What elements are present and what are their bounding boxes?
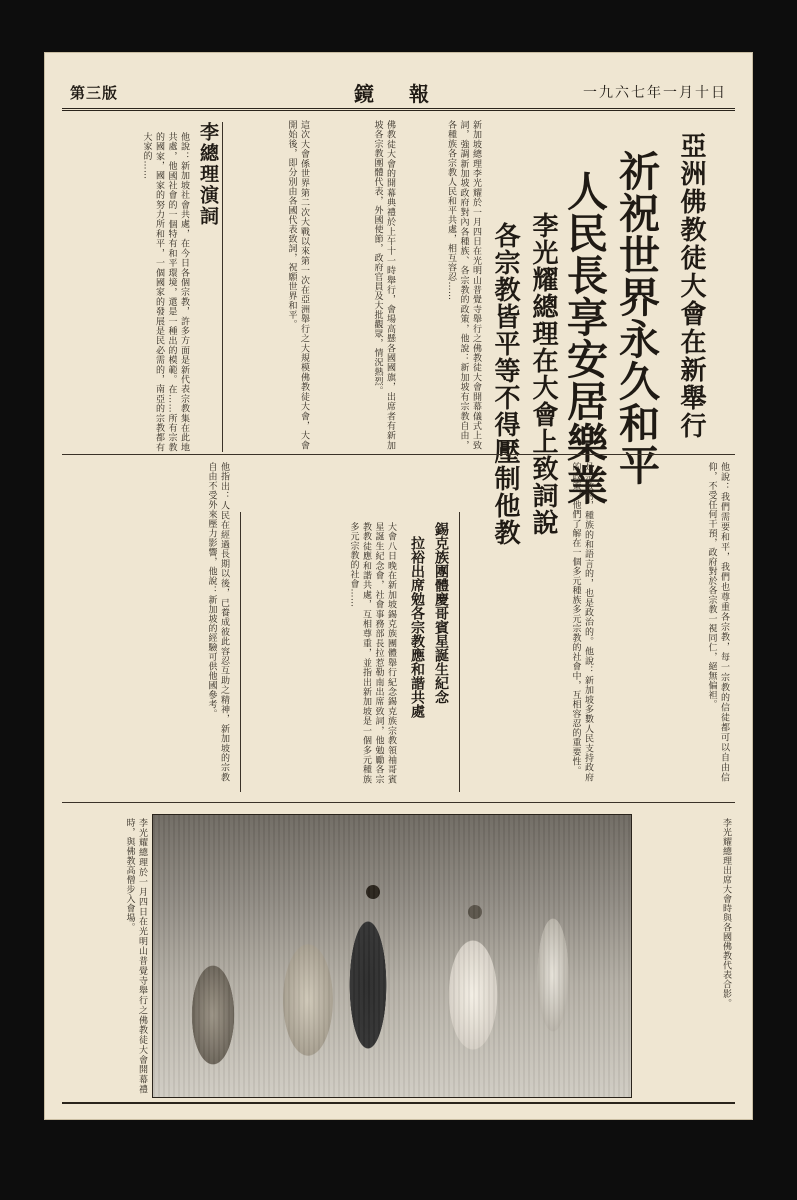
second-story-text: 大會八日晚在新加坡錫克族團體舉行紀念錫克族宗教領袖哥賓星誕生紀念會，社會事務部長拉惹勒南出席致詞，他勉勵各宗教教徒應和諧共處，互相尊重，並指出新加坡是一個多元種族多元宗教的社會…… [348, 522, 396, 784]
masthead [62, 78, 735, 111]
photo-caption-left: 李光耀總理於一月四日在光明山普覺寺舉行之佛教徒大會開幕禮時，與佛教高僧步入會場。 [124, 818, 147, 1094]
article-column-4: 他指出：人民在經過長期以後，已養成彼此容忍互助之精神，新加坡的宗教自由不受外來壓力影響，他說：新加坡的經驗可供他國參考。 [206, 462, 229, 782]
figure-head-icon [468, 905, 482, 919]
newspaper-title: 鏡 報 [354, 82, 443, 106]
newspaper-page [44, 52, 753, 1120]
sidebar-title: 李總理演詞 [197, 122, 219, 227]
article-column-2: 佛教徒大會的開幕典禮於上午十一時舉行，會場高懸各國國旗，出席者有新加坡各宗教團體代表，外國使節，政府官員及大批觀眾，情況熱烈。 [372, 120, 395, 450]
page-number: 第三版 [70, 84, 119, 102]
second-story-box [240, 512, 460, 792]
second-story-title-2: 拉裕出席勉各宗教應和諧共處 [409, 536, 425, 718]
article-column-6: 他說：我們需要和平，我們也尊重各宗教，每一宗教的信徒都可以自由信仰，不受任何干預，政府對於各宗教一視同仁，絕無偏袒。 [706, 462, 729, 782]
second-story-title-1: 錫克族團體慶哥賓星誕生紀念 [433, 522, 449, 704]
headline-main-1: 祈祝世界永久和平 [612, 150, 660, 486]
headline-sub-2: 各宗教皆平等不得壓制他教 [490, 222, 520, 546]
article-column-3: 這次大會係世界第二次大戰以來第一次在亞洲舉行之大規模佛教徒大會，大會開始後，即分別由各國代表致詞，祝願世界和平。 [286, 120, 309, 450]
headline-kicker: 亞洲佛教徒大會在新舉行 [676, 132, 706, 440]
figure-head-icon [366, 885, 380, 899]
article-column-1: 新加坡總理李光耀於一月四日在光明山普覺寺舉行之佛教徒大會開幕儀式上致詞，強調新加坡政府對內各種族、各宗教的政策，他說：新加坡有宗教自由，各種族各宗教人民和平共處，相互容忍…… [446, 120, 481, 450]
sidebar-text: 他說：新加坡社會共處，在今日各個宗教，許多方面是新代表宗教集在此地共處，他國社會的一個特有和平環境，還是一種出的模範。在……所有宗教的國家，國家的努力所和平，一個國家的發展是民必需的，南亞的宗教都有大家的…… [141, 132, 189, 452]
issue-date: 一九六七年一月十日 [583, 85, 727, 101]
news-photo [152, 814, 632, 1098]
article-column-5: 是宗教的，種族的和語言的，也是政治的。他說：新加坡多數人民支持政府的政策，他們了解在一個多元種族多元宗教的社會中，互相容忍的重要性。 [570, 462, 593, 782]
photo-caption-right: 李光耀總理出席大會時與各國佛教代表合影。 [721, 818, 731, 1008]
headline-main-2: 人民長享安居樂業 [560, 170, 608, 506]
headline-sub-1: 李光耀總理在大會上致詞說 [528, 212, 558, 536]
